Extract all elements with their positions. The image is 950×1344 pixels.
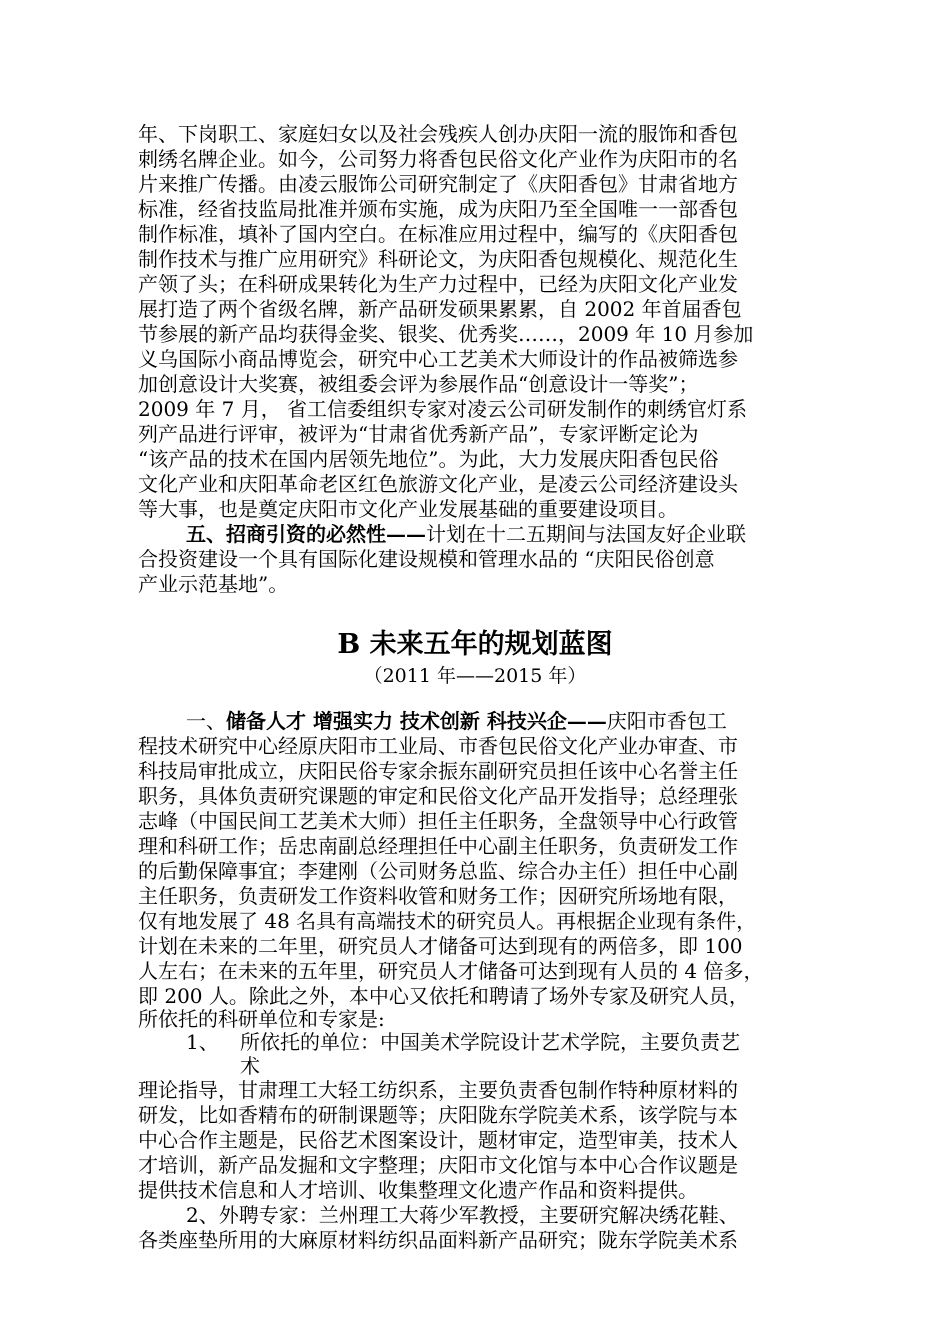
list-item-wrap: 术 bbox=[240, 1054, 260, 1078]
section5-heading: 五、招商引资的必然性—— bbox=[186, 522, 426, 546]
paragraph-line: 计划在未来的二年里，研究员人才储备可达到现有的两倍多，即 100 bbox=[138, 934, 743, 958]
paragraph-line: 合投资建设一个具有国际化建设规模和管理水品的 “庆阳民俗创意 bbox=[138, 547, 715, 571]
section-subtitle: （2011 年——2015 年） bbox=[363, 665, 587, 687]
paragraph-line: 加创意设计大奖赛，被组委会评为参展作品“创意设计一等奖”； bbox=[138, 372, 699, 396]
paragraph-line: 中心合作主题是，民俗艺术图案设计，题材审定，造型审美，技术人 bbox=[138, 1128, 738, 1152]
list-item-text: 所依托的单位：中国美术学院设计艺术学院，主要负责艺 bbox=[240, 1030, 740, 1054]
paragraph-line: 科技局审批成立，庆阳民俗专家余振东副研究员担任该中心名誉主任 bbox=[138, 759, 738, 783]
paragraph-line: 的后勤保障事宜；李建刚（公司财务总监、综合办主任）担任中心副 bbox=[138, 859, 738, 883]
paragraph-line: 标准，经省技监局批准并颁布实施，成为庆阳乃至全国唯一一部香包 bbox=[138, 197, 738, 221]
section1-heading: 储备人才 增强实力 技术创新 科技兴企—— bbox=[226, 709, 607, 733]
paragraph-line: 理和科研工作；岳忠南副总经理担任中心副主任职务，负责研发工作 bbox=[138, 834, 738, 858]
paragraph-line: 节参展的新产品均获得金奖、银奖、优秀奖……，2009 年 10 月参加 bbox=[138, 322, 754, 346]
section1-first-line bbox=[186, 709, 886, 733]
paragraph-line: 才培训，新产品发掘和文字整理；庆阳市文化馆与本中心合作议题是 bbox=[138, 1153, 738, 1177]
paragraph-line: 等大事，也是奠定庆阳市文化产业发展基础的重要建设项目。 bbox=[138, 497, 678, 521]
paragraph-line: 志峰（中国民间工艺美术大师）担任主任职务，全盘领导中心行政管 bbox=[138, 809, 738, 833]
paragraph-line: 刺绣名牌企业。如今，公司努力将香包民俗文化产业作为庆阳市的名 bbox=[138, 147, 738, 171]
paragraph-line: 义乌国际小商品博览会，研究中心工艺美术大师设计的作品被筛选参 bbox=[138, 347, 738, 371]
paragraph-line: 片来推广传播。由凌云服饰公司研究制定了《庆阳香包》甘肃省地方 bbox=[138, 172, 738, 196]
section1-prefix: 一、 bbox=[186, 709, 226, 733]
paragraph-line: 人左右；在未来的五年里，研究员人才储备可达到现有人员的 4 倍多， bbox=[138, 959, 764, 983]
paragraph-line: 产领了头；在科研成果转化为生产力过程中，已经为庆阳文化产业发 bbox=[138, 272, 738, 296]
paragraph-line: 所依托的科研单位和专家是: bbox=[138, 1007, 385, 1031]
section5-text: 计划在十二五期间与法国友好企业联 bbox=[426, 522, 746, 546]
paragraph-line: 文化产业和庆阳革命老区红色旅游文化产业，是凌云公司经济建设头 bbox=[138, 472, 738, 496]
paragraph-line: 理论指导，甘肃理工大轻工纺织系，主要负责香包制作特种原材料的 bbox=[138, 1078, 738, 1102]
paragraph-line: 制作技术与推广应用研究》科研论文，为庆阳香包规模化、规范化生 bbox=[138, 247, 738, 271]
paragraph-line: 仅有地发展了 48 名具有高端技术的研究员人。再根据企业现有条件， bbox=[138, 909, 757, 933]
paragraph-line: 2、外聘专家：兰州理工大蒋少军教授，主要研究解决绣花鞋、 bbox=[186, 1203, 739, 1227]
paragraph-line: 2009 年 7 月， 省工信委组织专家对凌云公司研发制作的刺绣官灯系 bbox=[138, 397, 748, 421]
paragraph-line: 各类座垫所用的大麻原材料纺织品面料新产品研究；陇东学院美术系 bbox=[138, 1228, 738, 1252]
paragraph-line: 主任职务，负责研发工作资料收管和财务工作；因研究所场地有限， bbox=[138, 884, 738, 908]
paragraph-line: 展打造了两个省级名牌，新产品研发硕果累累，自 2002 年首届香包 bbox=[138, 297, 742, 321]
paragraph-line: 研发，比如香精布的研制课题等；庆阳陇东学院美术系，该学院与本 bbox=[138, 1103, 738, 1127]
section5-first-line bbox=[186, 522, 886, 546]
paragraph-line: 职务，具体负责研究课题的审定和民俗文化产品开发指导；总经理张 bbox=[138, 784, 738, 808]
paragraph-line: 年、下岗职工、家庭妇女以及社会残疾人创办庆阳一流的服饰和香包 bbox=[138, 122, 738, 146]
section1-text: 庆阳市香包工 bbox=[606, 709, 727, 733]
paragraph-line: “该产品的技术在国内居领先地位”。为此，大力发展庆阳香包民俗 bbox=[138, 447, 719, 471]
section-title: B 未来五年的规划蓝图 bbox=[337, 629, 613, 660]
paragraph-line: 制作标准，填补了国内空白。在标准应用过程中，编写的《庆阳香包 bbox=[138, 222, 738, 246]
list-item-number: 1、 bbox=[186, 1030, 219, 1054]
paragraph-line: 程技术研究中心经原庆阳市工业局、市香包民俗文化产业办审查、市 bbox=[138, 734, 738, 758]
paragraph-line: 提供技术信息和人才培训、收集整理文化遗产作品和资料提供。 bbox=[138, 1178, 698, 1202]
paragraph-line: 即 200 人。除此之外，本中心又依托和聘请了场外专家及研究人员， bbox=[138, 984, 749, 1008]
paragraph-line: 产业示范基地”。 bbox=[138, 572, 289, 596]
paragraph-line: 列产品进行评审，被评为“甘肃省优秀新产品”，专家评断定论为 bbox=[138, 422, 699, 446]
